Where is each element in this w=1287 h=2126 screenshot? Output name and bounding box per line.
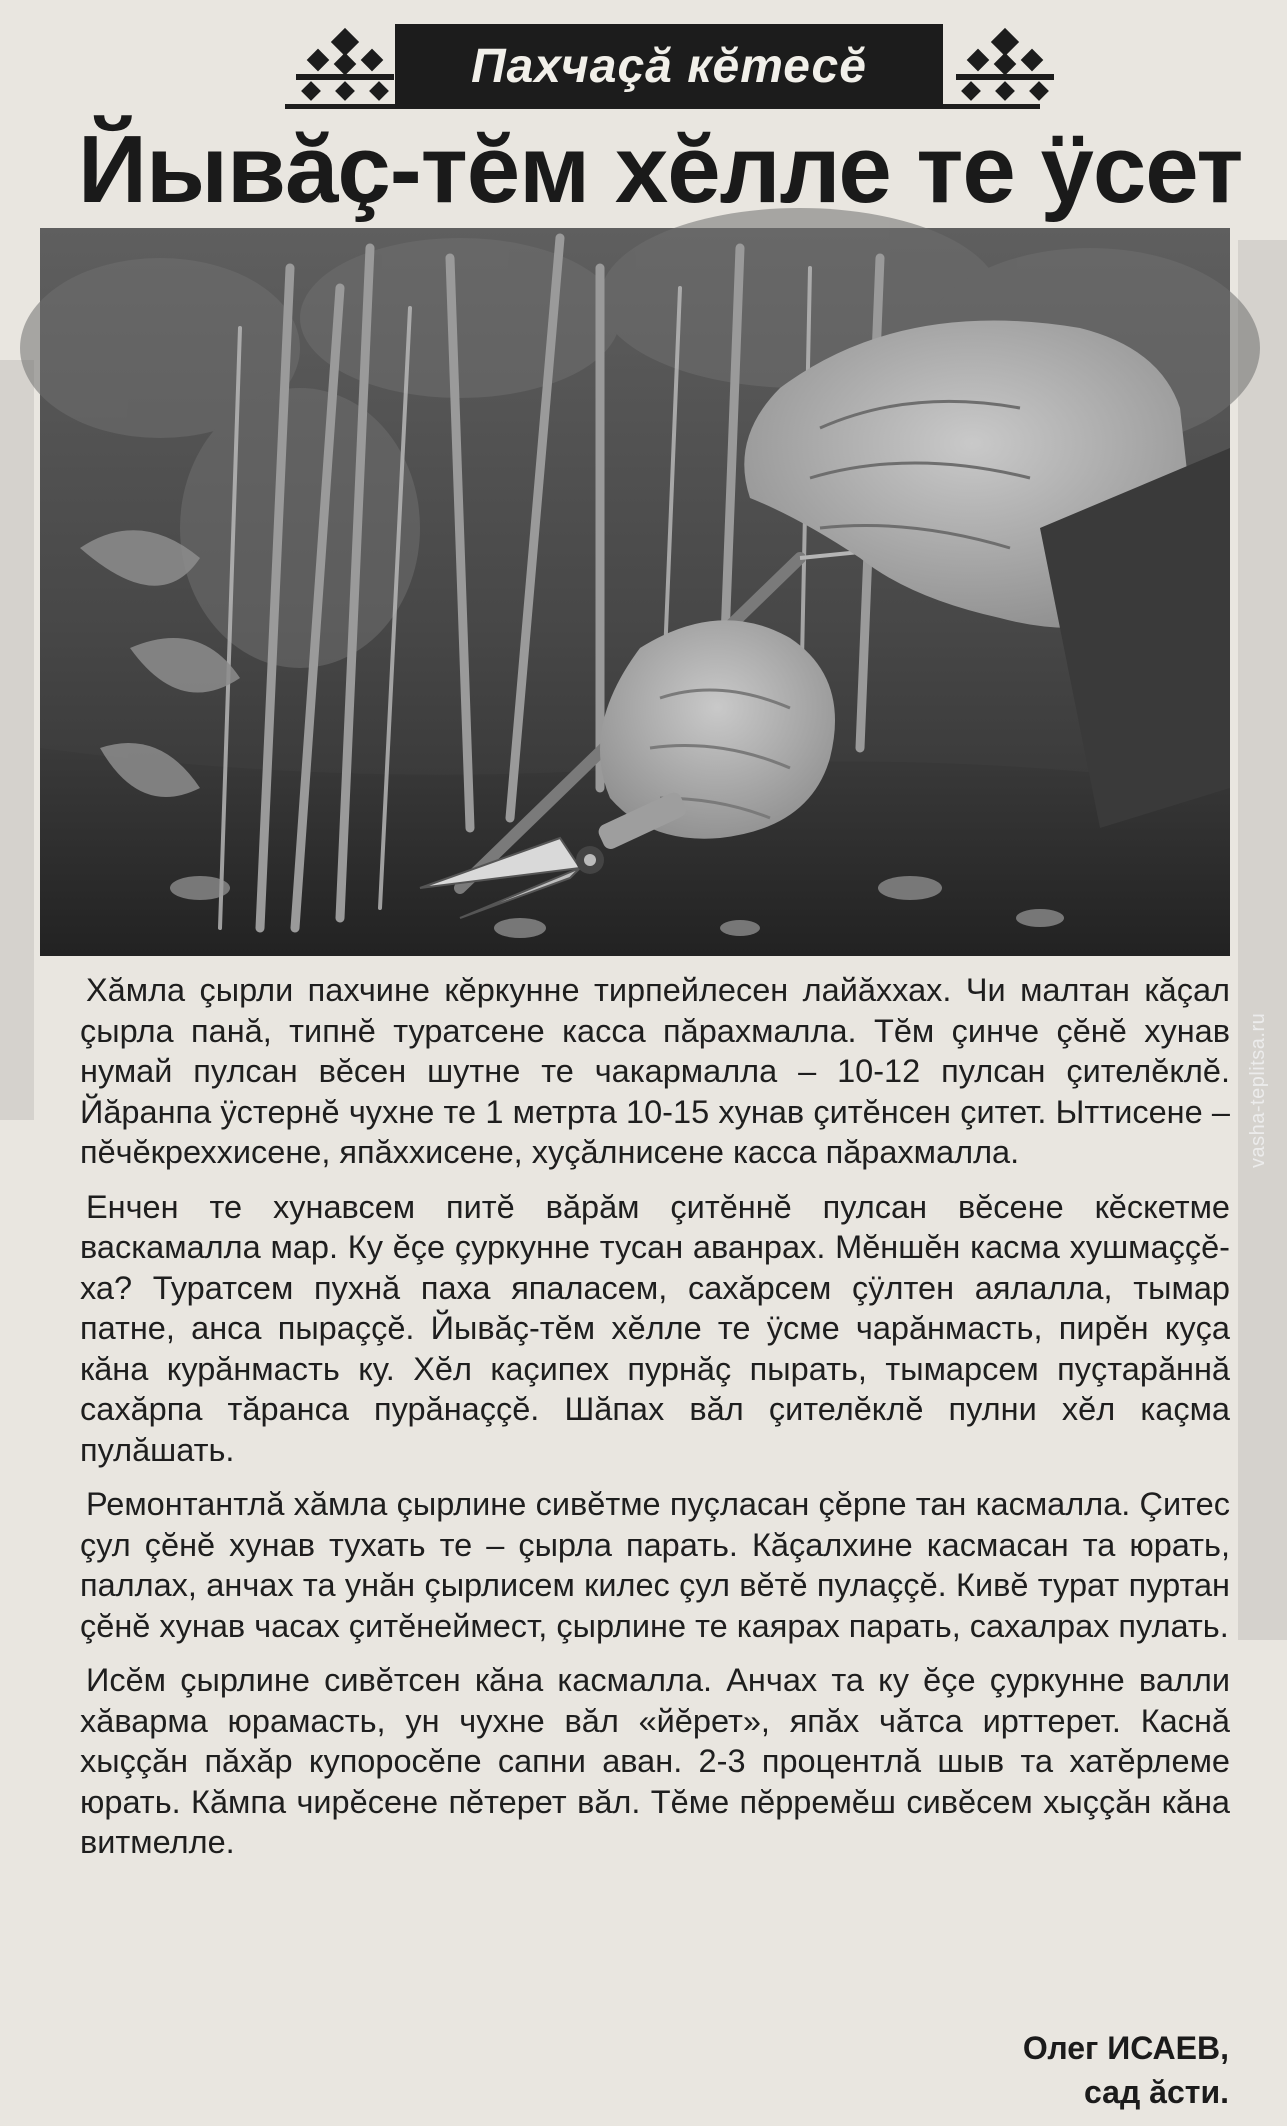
article-paragraph: Ремонтантлă хăмла çырлине сивĕтме пуçласан çĕрпе тан касмалла. Çитес çул çĕнĕ хунав тухать те – çырла парать. Кăçалхине касмасан та юрать, паллах, анчах та унăн çырлисем килес çул вĕтĕ пулаççĕ. Кивĕ турат пуртан çĕнĕ хунав часах çитĕнеймест, çырлине те каярах парать, сахалрах пулать. — [80, 1486, 1230, 1644]
pruning-photo-illustration — [40, 228, 1230, 956]
article-paragraph: Енчен те хунавсем питĕ вăрăм çитĕннĕ пулсан вĕсене кĕскетме васкамалла мар. Ку ĕçе çуркунне тусан аванрах. Мĕншĕн касма хушмаççĕ-ха? Туратсем пухнă паха япаласем, сахăрсем çÿлтен аялалла, тымар патне, анса пыраççĕ. Йывăç-тĕм хĕлле те ÿсме чарăнмасть, пирĕн куçа кăна курăнмасть ку. Хĕл каçипех пурнăç пырать, тымарсем пуçтарăннă сахăрпа тăранса пурăнаççĕ. Шăпах вăл çителĕклĕ пулни хĕл каçма пулăшать. — [80, 1188, 1230, 1468]
folk-ornament-icon — [290, 30, 400, 100]
article-paragraph: Хăмла çырли пахчине кĕркунне тирпейлесен лайăххах. Чи малтан кăçал çырла панă, типнĕ туратсене касса пăрахмалла. Тĕм çинче çĕнĕ хунав нумай пулсан вĕсен шутне те чакармалла – 10-12 пулсан çителĕклĕ. Йăранпа ÿстернĕ чухне те 1 метрта 10-15 хунав çитĕнсен çитет. Ыттисене – пĕчĕкреххисене, япăххисене, хуçăлнисене касса пăрахмалла. — [80, 972, 1230, 1170]
author-name: Олег ИСАЕВ, — [1022, 2030, 1229, 2066]
article-paragraph: Исĕм çырлине сивĕтсен кăна касмалла. Анчах та ку ĕçе çуркунне валли хăварма юрамасть, ун чухне вăл «йĕрет», япăх чăтса ирттерет. Каснă хыççăн пăхăр купоросĕпе сапни аван. 2-3 процентлă шыв та хатĕрлеме юрать. Кăмпа чирĕсене пĕтерет вăл. Тĕме пĕрремĕш сивĕсем хыççăн кăна витмелле. — [80, 1662, 1230, 1860]
photo-credit: vasha-teplitsa.ru — [1247, 1012, 1269, 1168]
author-title: сад ăсти. — [1083, 2074, 1229, 2110]
article-body — [80, 970, 1230, 1877]
author-signature — [1023, 2026, 1229, 2114]
rubric-title: Пахчаçă кĕтесĕ — [395, 24, 943, 108]
folk-ornament-icon — [950, 30, 1060, 100]
article-headline: Йывăç-тĕм хĕлле те ÿсет — [78, 116, 1243, 223]
neighbor-column-bleed-left — [0, 360, 34, 1120]
neighbor-column-bleed-right — [1238, 240, 1287, 1640]
